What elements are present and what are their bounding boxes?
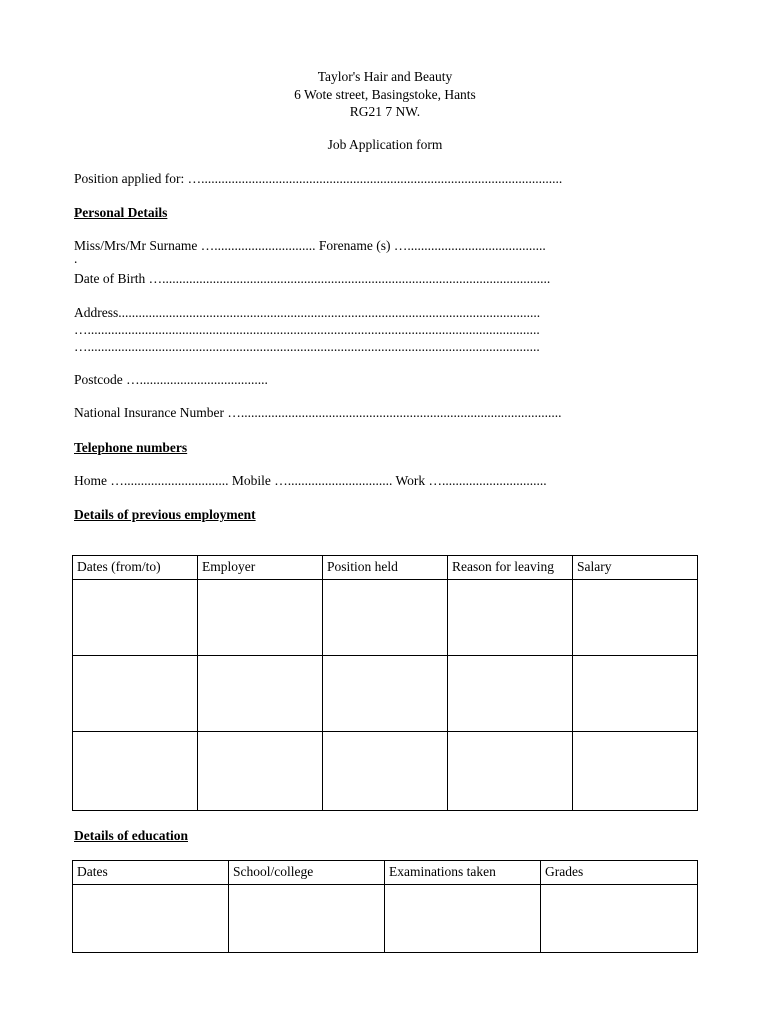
education-table: [72, 860, 698, 953]
employment-col-employer: Employer: [198, 556, 323, 580]
business-postcode: RG21 7 NW.: [349, 104, 421, 119]
name-field[interactable]: Miss/Mrs/Mr Surname ….............................. Forename (s) ….........................................: [74, 238, 546, 253]
table-cell[interactable]: [229, 885, 385, 953]
table-row: [73, 732, 698, 811]
address-field-line-1[interactable]: Address.............................................................................................................................: [74, 305, 541, 320]
table-cell[interactable]: [73, 885, 229, 953]
table-cell[interactable]: [448, 580, 573, 656]
table-cell[interactable]: [541, 885, 698, 953]
telephone-heading: Telephone numbers: [74, 440, 188, 455]
education-header-row: [73, 861, 698, 885]
employment-table: [72, 555, 698, 811]
business-street: 6 Wote street, Basingstoke, Hants: [294, 87, 476, 102]
table-cell[interactable]: [573, 580, 698, 656]
table-cell[interactable]: [73, 580, 198, 656]
education-col-grades: Grades: [541, 861, 698, 885]
personal-details-heading: Personal Details: [74, 205, 168, 220]
education-col-dates: Dates: [73, 861, 229, 885]
table-cell[interactable]: [323, 732, 448, 811]
table-cell[interactable]: [323, 656, 448, 732]
telephone-fields[interactable]: Home …............................... Mobile …............................... Work …...............................: [74, 473, 547, 488]
name-field-tail: .: [74, 251, 78, 266]
table-cell[interactable]: [73, 732, 198, 811]
table-cell[interactable]: [198, 656, 323, 732]
employment-header-row: [73, 556, 698, 580]
national-insurance-field[interactable]: National Insurance Number …...............................................................................................: [74, 405, 562, 420]
employment-col-salary: Salary: [573, 556, 698, 580]
table-row: [73, 580, 698, 656]
table-row: [73, 656, 698, 732]
employment-col-dates: Dates (from/to): [73, 556, 198, 580]
table-cell[interactable]: [573, 656, 698, 732]
education-col-exams: Examinations taken: [385, 861, 541, 885]
address-field-line-2[interactable]: …......................................................................................................................................: [74, 322, 540, 337]
table-cell[interactable]: [448, 732, 573, 811]
date-of-birth-field[interactable]: Date of Birth …...................................................................................................................: [74, 271, 551, 286]
table-cell[interactable]: [73, 656, 198, 732]
table-cell[interactable]: [448, 656, 573, 732]
employment-heading: Details of previous employment: [74, 507, 256, 522]
business-name: Taylor's Hair and Beauty: [317, 69, 453, 84]
table-cell[interactable]: [573, 732, 698, 811]
employment-col-reason: Reason for leaving: [448, 556, 573, 580]
employment-col-position: Position held: [323, 556, 448, 580]
position-applied-field[interactable]: Position applied for: …...........................................................................................................: [74, 171, 563, 186]
education-col-school: School/college: [229, 861, 385, 885]
table-row: [73, 885, 698, 953]
table-cell[interactable]: [198, 732, 323, 811]
form-title: Job Application form: [327, 137, 443, 152]
table-cell[interactable]: [385, 885, 541, 953]
education-heading: Details of education: [74, 828, 188, 843]
postcode-field[interactable]: Postcode …......................................: [74, 372, 268, 387]
address-field-line-3[interactable]: …......................................................................................................................................: [74, 339, 540, 354]
table-cell[interactable]: [198, 580, 323, 656]
table-cell[interactable]: [323, 580, 448, 656]
